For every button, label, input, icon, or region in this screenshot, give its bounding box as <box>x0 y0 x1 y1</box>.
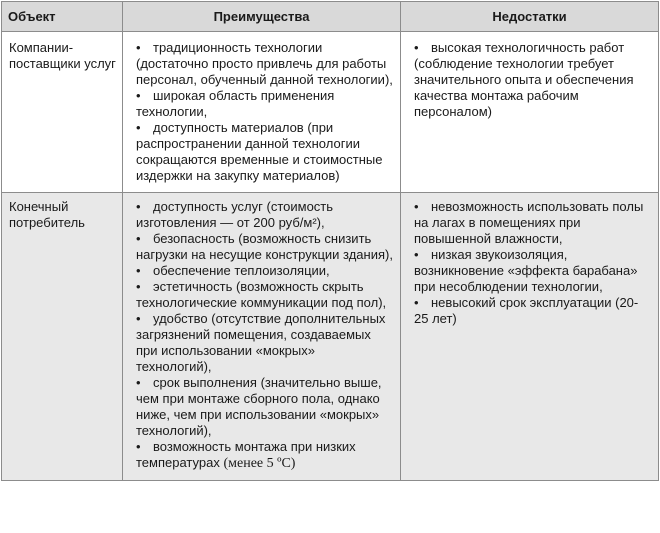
item-text-tail: (менее 5 ºС) <box>223 456 296 471</box>
bullet-icon: • <box>414 295 419 310</box>
bullet-icon: • <box>136 231 141 246</box>
bullet-icon: • <box>136 88 141 103</box>
bullet-icon: • <box>136 375 141 390</box>
bullet-icon: • <box>136 199 141 214</box>
item-text: невозможность использовать полы на лагах в помещениях при повышенной влажности, <box>414 199 644 246</box>
advantages-list <box>130 199 394 472</box>
item-text: традиционность технологии (достаточно просто привлечь для работы персонал, обученный данной технологии), <box>136 40 393 87</box>
item-text: высокая технологичность работ (соблюдение технологии требует значительного опыта и обеспечения качества монтажа рабочим персоналом) <box>414 40 634 119</box>
item-text: низкая звукоизоляция, возникновение «эффекта барабана» при несоблюдении технологии, <box>414 247 638 294</box>
bullet-icon: • <box>136 439 141 454</box>
advantages-cell <box>123 193 401 481</box>
advantages-list <box>130 40 394 184</box>
disadvantages-cell <box>401 32 659 193</box>
item-text: невысокий срок эксплуатации (20-25 лет) <box>414 295 639 326</box>
item-text: удобство (отсутствие дополнительных загрязнений помещения, создаваемых при использовании «мокрых» технологий), <box>136 311 386 374</box>
item-text: срок выполнения (значительно выше, чем при монтаже сборного пола, однако ниже, чем при использовании «мокрых» технологий), <box>136 375 382 438</box>
bullet-icon: • <box>136 279 141 294</box>
list-item <box>414 40 652 120</box>
item-text: обеспечение теплоизоляции, <box>153 263 330 278</box>
list-item <box>136 88 394 120</box>
disadvantages-list <box>408 199 652 327</box>
item-text: доступность материалов (при распространении данной технологии сокращаются временные и стоимостные издержки на закупку материалов) <box>136 120 383 183</box>
list-item <box>136 263 394 279</box>
item-text: широкая область применения технологии, <box>136 88 335 119</box>
object-cell: Компании-поставщики услуг <box>2 32 123 193</box>
bullet-icon: • <box>136 40 141 55</box>
item-text: эстетичность (возможность скрыть технологические коммуникации под пол), <box>136 279 387 310</box>
list-item <box>136 231 394 263</box>
item-text: возможность монтажа при низких температурах <box>136 439 356 470</box>
bullet-icon: • <box>414 40 419 55</box>
table-row <box>2 193 659 481</box>
list-item <box>136 311 394 375</box>
table-row <box>2 32 659 193</box>
bullet-icon: • <box>136 311 141 326</box>
bullet-icon: • <box>136 120 141 135</box>
list-item <box>136 120 394 184</box>
header-disadvantages: Недостатки <box>401 2 659 32</box>
list-item <box>136 279 394 311</box>
list-item <box>136 40 394 88</box>
bullet-icon: • <box>414 199 419 214</box>
list-item <box>136 199 394 231</box>
list-item <box>136 375 394 439</box>
header-object: Объект <box>2 2 123 32</box>
list-item <box>414 247 652 295</box>
item-text: безопасность (возможность снизить нагрузки на несущие конструкции здания), <box>136 231 393 262</box>
disadvantages-list <box>408 40 652 120</box>
list-item <box>136 439 394 472</box>
disadvantages-cell <box>401 193 659 481</box>
comparison-table <box>1 1 659 481</box>
bullet-icon: • <box>414 247 419 262</box>
object-cell: Конечный потребитель <box>2 193 123 481</box>
item-text: доступность услуг (стоимость изготовления — от 200 руб/м²), <box>136 199 334 230</box>
advantages-cell <box>123 32 401 193</box>
bullet-icon: • <box>136 263 141 278</box>
header-advantages: Преимущества <box>123 2 401 32</box>
list-item <box>414 199 652 247</box>
table-header-row <box>2 2 659 32</box>
list-item <box>414 295 652 327</box>
